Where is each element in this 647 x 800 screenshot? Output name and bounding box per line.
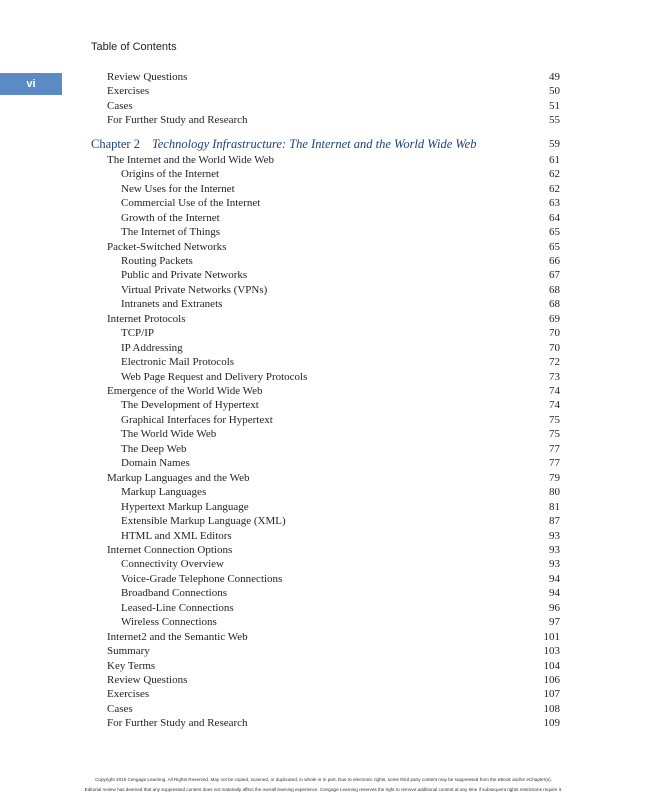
toc-page-number: 65 <box>549 226 560 239</box>
toc-entry <box>0 341 647 355</box>
toc-entry-title: Web Page Request and Delivery Protocols <box>121 370 308 383</box>
toc-page-number: 50 <box>549 85 560 98</box>
toc-entry <box>0 182 647 196</box>
toc-page-number: 74 <box>549 399 560 412</box>
toc-entry-title: Public and Private Networks <box>121 269 248 282</box>
toc-entry-title: Internet Protocols <box>107 312 186 325</box>
toc-page-number: 104 <box>543 659 560 672</box>
toc-entry <box>0 268 647 282</box>
toc-entry <box>0 615 647 629</box>
toc-entry <box>0 601 647 615</box>
toc-entry <box>0 557 647 571</box>
toc-entry <box>0 113 647 127</box>
toc-page-number: 106 <box>543 674 560 686</box>
toc-entry-title: The Internet of Things <box>121 226 221 239</box>
toc-page-number: 64 <box>549 211 560 224</box>
toc-entry <box>0 384 647 398</box>
chapter-title: Technology Infrastructure: The Internet and the World Wide Web <box>151 136 477 151</box>
toc-page-number: 96 <box>549 601 560 614</box>
toc-entry-title: Exercises <box>107 85 150 98</box>
toc-entry <box>0 644 647 658</box>
toc-entry-title: Markup Languages <box>121 486 207 499</box>
toc-page-number: 62 <box>549 168 560 181</box>
toc-entry-title: The Deep Web <box>121 442 187 455</box>
toc-entry <box>0 659 647 673</box>
toc-entry <box>0 500 647 514</box>
toc-page-number: 93 <box>549 558 560 571</box>
toc-entry-title: Extensible Markup Language (XML) <box>121 515 286 528</box>
toc-entry <box>0 471 647 485</box>
toc-page-number: 73 <box>549 370 560 383</box>
toc-page-number: 68 <box>549 283 560 296</box>
toc-entry <box>0 413 647 427</box>
toc-entry-title: Domain Names <box>121 457 190 470</box>
toc-page-number: 93 <box>549 543 560 556</box>
toc-entry <box>0 687 647 701</box>
toc-entry <box>0 225 647 239</box>
toc-entry-title: Review Questions <box>107 674 188 686</box>
toc-page-number: 63 <box>549 197 560 210</box>
toc-entry-title: Cases <box>107 99 133 112</box>
toc-entry-title: Broadband Connections <box>121 587 228 600</box>
toc-page-number: 55 <box>549 114 560 127</box>
toc-entry <box>0 529 647 543</box>
toc-page-number: 68 <box>549 298 560 311</box>
toc-page-number: 70 <box>549 327 560 340</box>
toc-entry-title: Commercial Use of the Internet <box>121 197 261 210</box>
toc-entry <box>0 283 647 297</box>
toc-page-number: 75 <box>549 413 560 426</box>
toc-entry <box>0 543 647 557</box>
toc-page-number: 94 <box>549 587 560 600</box>
toc-page-number: 93 <box>549 529 560 542</box>
toc-entry-title: Connectivity Overview <box>121 558 224 571</box>
toc-entry-title: Review Questions <box>107 71 188 83</box>
toc-page-number: 79 <box>549 471 560 484</box>
copyright-notice: Copyright 2015 Cengage Learning. All Rights Reserved. May not be copied, scanned, or duplicated, in whole or in part. Due to electronic rights, some third party content may be suppressed from the eBook and/or eChapter(s). <box>95 777 552 782</box>
toc-page-number: 49 <box>549 71 560 83</box>
toc-page-number: 97 <box>549 616 560 629</box>
toc-page-number: 67 <box>549 269 560 282</box>
toc-entry <box>0 586 647 600</box>
toc-entry <box>0 427 647 441</box>
toc-page-number: 77 <box>549 457 560 470</box>
toc-entry <box>0 153 647 167</box>
toc-page-number: 51 <box>549 99 560 112</box>
toc-page-number: 66 <box>549 254 560 267</box>
toc-page-number: 80 <box>549 486 560 499</box>
toc-page-number: 65 <box>549 240 560 253</box>
toc-entry <box>0 196 647 210</box>
toc-entry <box>0 572 647 586</box>
toc-entry-title: Internet Connection Options <box>107 543 233 556</box>
toc-entry-title: HTML and XML Editors <box>121 529 232 542</box>
toc-entry <box>0 370 647 384</box>
toc-entry-title: Graphical Interfaces for Hypertext <box>121 413 273 426</box>
toc-entry <box>0 240 647 254</box>
toc-entry <box>0 355 647 369</box>
chapter-label: Chapter 2 <box>91 136 140 151</box>
toc-entry-title: Key Terms <box>107 659 156 672</box>
toc-entry <box>0 326 647 340</box>
toc-page-number: 74 <box>549 385 560 397</box>
toc-entry-title: Intranets and Extranets <box>121 298 223 311</box>
toc-page-number: 103 <box>543 645 560 658</box>
toc-entry-title: Origins of the Internet <box>121 168 220 181</box>
toc-entry-title: Wireless Connections <box>121 616 217 629</box>
toc-entry <box>0 630 647 644</box>
toc-entry-title: Cases <box>107 702 133 715</box>
toc-page-number: 77 <box>549 442 560 455</box>
toc-entry <box>0 297 647 311</box>
toc-entry-title: Growth of the Internet <box>121 211 220 224</box>
toc-entry <box>0 456 647 470</box>
toc-entry <box>0 398 647 412</box>
toc-entry <box>0 485 647 499</box>
toc-entry-title: Packet-Switched Networks <box>107 240 227 253</box>
toc-page-number: 62 <box>549 182 560 195</box>
toc-page-number: 81 <box>549 500 560 513</box>
toc-page-number: 108 <box>543 702 560 715</box>
editorial-notice: Editorial review has deemed that any suppressed content does not materially affect the overall learning experience. Cengage Learning reserves the right to remove additional content at any time if subsequent rights restrictions require it. <box>84 787 563 792</box>
toc-page-number: 70 <box>549 341 560 354</box>
toc-chapter-entry <box>0 136 647 152</box>
toc-entry-title: Voice-Grade Telephone Connections <box>121 572 283 585</box>
toc-page-number: 75 <box>549 428 560 441</box>
toc-entry-title: The Development of Hypertext <box>121 399 259 412</box>
toc-entry <box>0 70 647 84</box>
toc-entry-title: Routing Packets <box>121 254 193 267</box>
toc-entry-title: TCP/IP <box>121 327 155 340</box>
toc-entry <box>0 702 647 716</box>
toc-entry <box>0 312 647 326</box>
toc-entry <box>0 442 647 456</box>
toc-entry-title: Markup Languages and the Web <box>107 471 250 484</box>
toc-entry-title: Emergence of the World Wide Web <box>107 385 263 397</box>
toc-entry <box>0 673 647 687</box>
toc-page-number: 109 <box>543 717 560 730</box>
toc-entry <box>0 99 647 113</box>
toc-entry <box>0 211 647 225</box>
toc-page-number: 101 <box>543 630 560 643</box>
toc-entry-title: The World Wide Web <box>121 428 217 441</box>
running-head: Table of Contents <box>91 41 177 53</box>
toc-entry-title: The Internet and the World Wide Web <box>107 153 275 166</box>
toc-page-number: 61 <box>549 153 560 166</box>
toc-entry-title: Hypertext Markup Language <box>121 500 249 513</box>
toc-entry <box>0 84 647 98</box>
toc-entry-title: Summary <box>107 645 150 658</box>
toc-entry-title: Exercises <box>107 688 150 701</box>
toc-entry <box>0 167 647 181</box>
toc-page-number: 72 <box>549 356 560 369</box>
toc-entry-title: Electronic Mail Protocols <box>121 356 235 369</box>
toc-entry <box>0 254 647 268</box>
toc-page-number: 87 <box>549 515 560 528</box>
toc-entry-title: Leased-Line Connections <box>121 601 234 614</box>
toc-page-number: 107 <box>543 688 560 701</box>
toc-entry-title: Virtual Private Networks (VPNs) <box>121 283 268 296</box>
toc-entry-title: For Further Study and Research <box>107 114 248 127</box>
toc-page-number: 69 <box>549 312 560 325</box>
page-number-tab: vi <box>0 73 62 95</box>
toc-entry-title: New Uses for the Internet <box>121 182 235 195</box>
toc-page-number: 94 <box>549 572 560 585</box>
toc-entry-title: For Further Study and Research <box>107 717 248 730</box>
toc-entry-title: Internet2 and the Semantic Web <box>107 630 248 643</box>
toc-entry <box>0 514 647 528</box>
toc-page-number: 59 <box>549 137 560 150</box>
toc-entry-title: IP Addressing <box>121 341 183 354</box>
toc-entry <box>0 716 647 730</box>
